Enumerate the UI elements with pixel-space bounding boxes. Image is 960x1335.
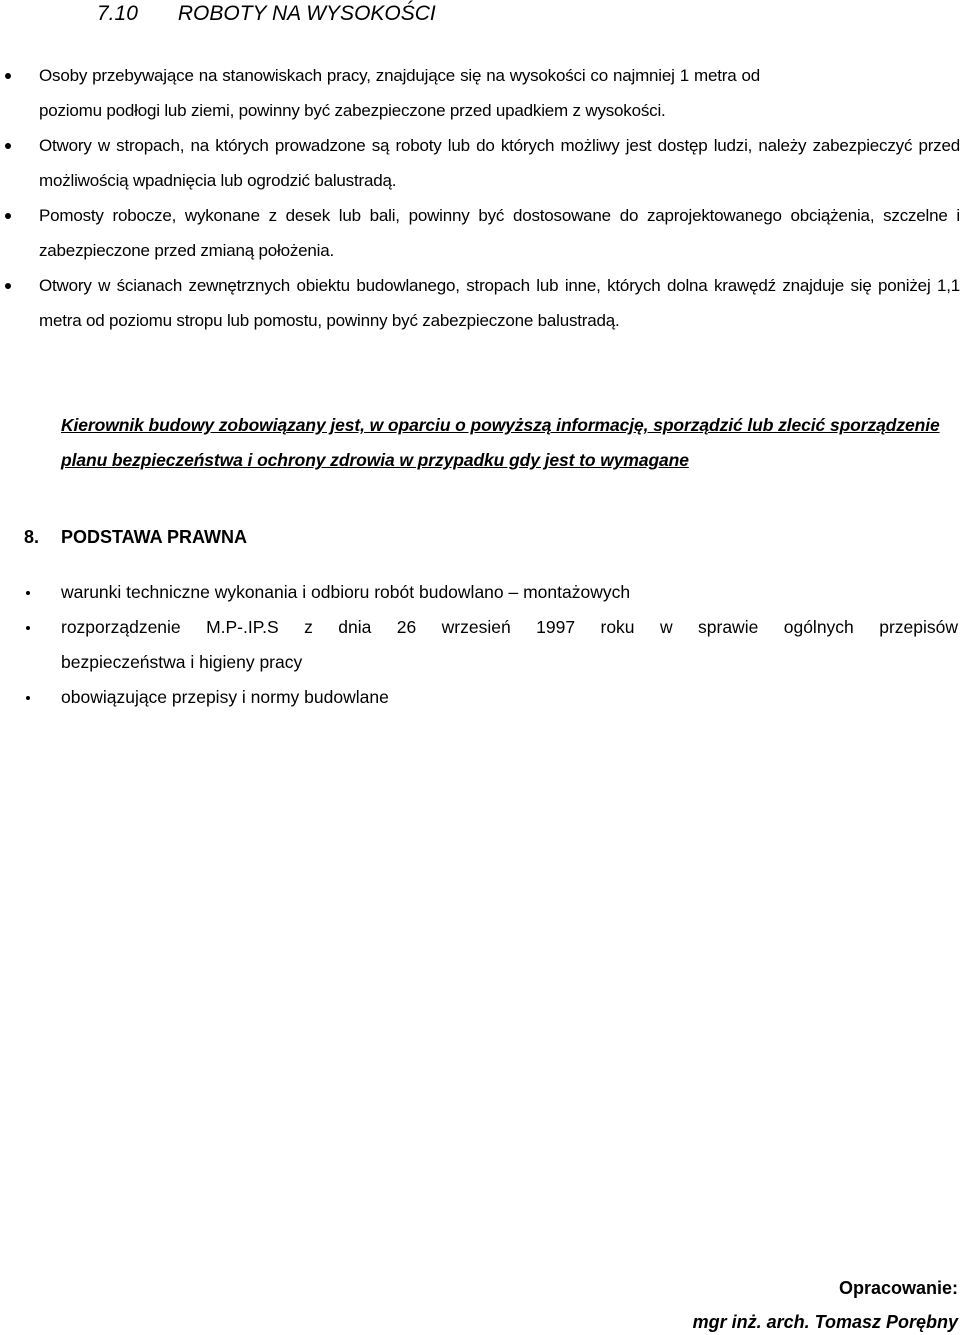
- section-heading: [97, 0, 436, 28]
- list-item-continuation: [0, 645, 958, 680]
- list-item-text: bezpieczeństwa i higieny pracy: [61, 652, 303, 672]
- legal-section-number: 8.: [24, 527, 40, 547]
- bullet-icon: [5, 143, 11, 149]
- bullet-icon: [26, 626, 30, 630]
- list-item: [0, 575, 958, 610]
- list-item: [0, 610, 958, 645]
- list-item-text: warunki techniczne wykonania i odbioru robót budowlano – montażowych: [61, 582, 631, 602]
- author-name: mgr inż. arch. Tomasz Porębny: [692, 1312, 958, 1332]
- hazard-list: [0, 58, 960, 338]
- bullet-icon: [26, 696, 30, 700]
- bullet-icon: [5, 283, 11, 289]
- bullet-icon: [5, 73, 11, 79]
- list-item-text: Pomosty robocze, wykonane z desek lub bali, powinny być dostosowane do zaprojektowanego obciążenia, szczelne i zabezpieczone przed zmianą położenia.: [39, 206, 960, 260]
- list-item-text: Otwory w ścianach zewnętrznych obiektu budowlanego, stropach lub inne, których dolna krawędź znajduje się poniżej 1,1 metra od poziomu stropu lub pomostu, powinny być zabezpieczone balustradą.: [39, 276, 960, 330]
- manager-note: Kierownik budowy zobowiązany jest, w oparciu o powyższą informację, sporządzić lub zlecić sporządzenie planu bezpieczeństwa i ochrony zdrowia w przypadku gdy jest to wymagane: [61, 415, 940, 470]
- section-title: ROBOTY NA WYSOKOŚCI: [177, 2, 436, 25]
- list-item-text: rozporządzenie M.P-.IP.S z dnia 26 wrzesień 1997 roku w sprawie ogólnych przepisów: [61, 617, 958, 637]
- list-item-text: Osoby przebywające na stanowiskach pracy, znajdujące się na wysokości co najmniej 1 metra od poziomu podłogi lub ziemi, powinny być zabezpieczone przed upadkiem z wysokości.: [39, 66, 760, 120]
- legal-section-title: PODSTAWA PRAWNA: [61, 527, 248, 547]
- list-item: [0, 58, 960, 128]
- list-item-text: Otwory w stropach, na których prowadzone są roboty lub do których możliwy jest dostęp ludzi, należy zabezpieczyć przed możliwością wpadnięcia lub ogrodzić balustradą.: [39, 136, 960, 190]
- section-number: 7.10: [97, 2, 138, 25]
- list-item-text: obowiązujące przepisy i normy budowlane: [61, 687, 389, 707]
- list-item: [0, 198, 960, 268]
- bullet-icon: [26, 591, 30, 595]
- list-item: [0, 128, 960, 198]
- legal-list: [0, 575, 958, 715]
- legal-heading: [24, 524, 247, 550]
- list-item: [0, 268, 960, 338]
- prepared-by-label: Opracowanie:: [838, 1278, 958, 1298]
- bullet-icon: [5, 213, 11, 219]
- list-item: [0, 680, 958, 715]
